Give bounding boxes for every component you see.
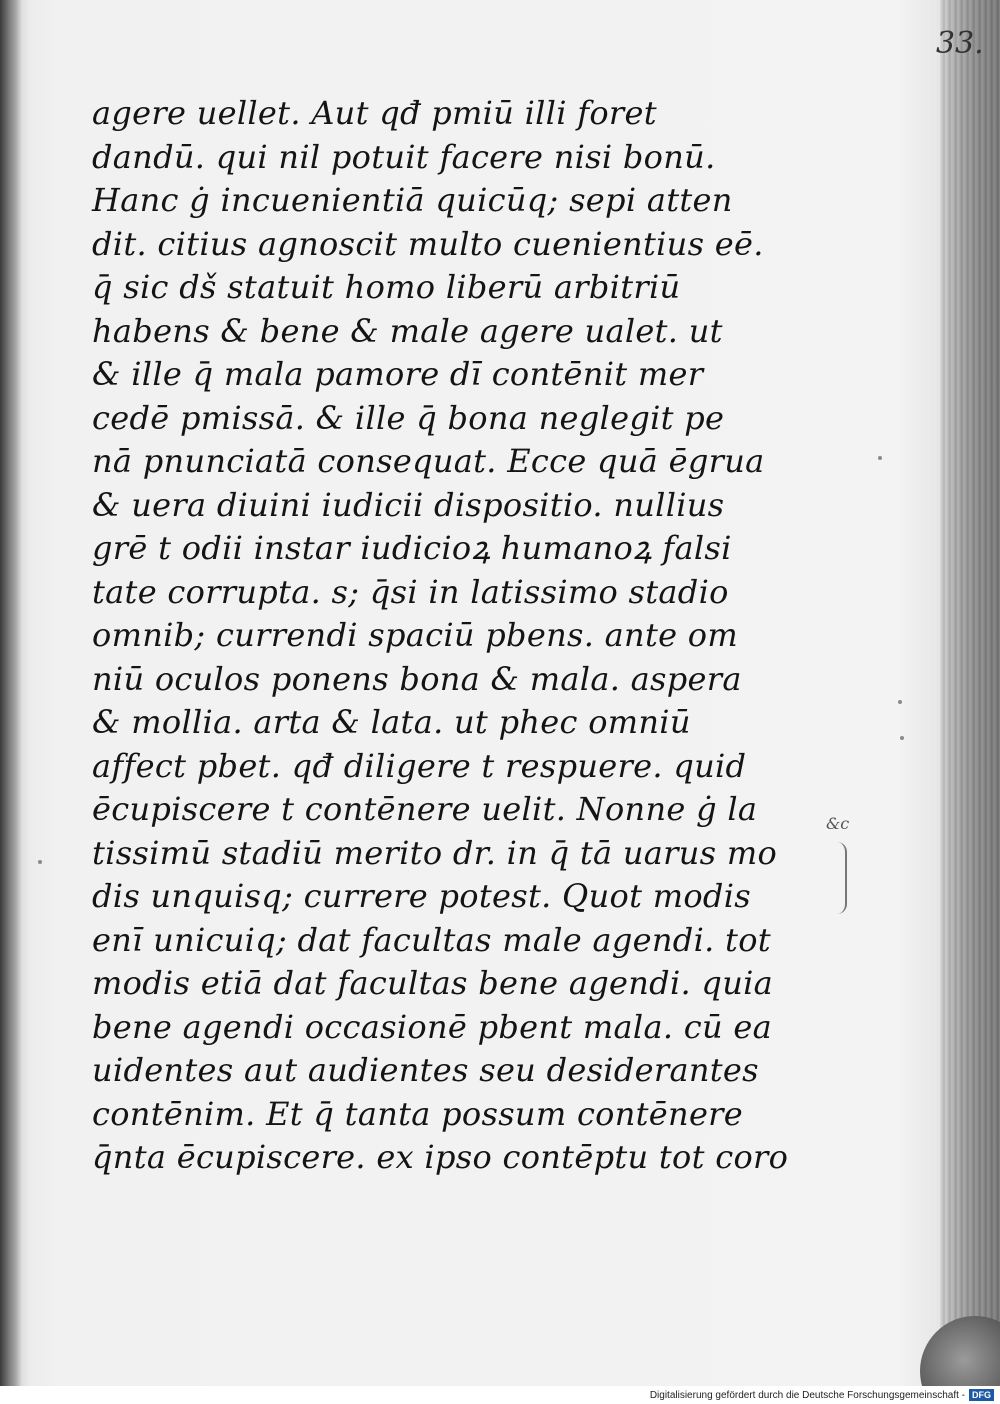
margin-dot xyxy=(38,860,42,864)
manuscript-line: & ille q̄ mala pamore dī contēnit mer xyxy=(92,355,704,393)
manuscript-line: tate corrupta. s; q̄si in latissimo stadio xyxy=(92,572,729,611)
manuscript-line: uidentes aut audientes seu desiderantes xyxy=(92,1051,759,1089)
manuscript-line: cedē pmissā. & ille q̄ bona neglegit pe xyxy=(92,398,725,437)
manuscript-text xyxy=(92,92,812,1180)
manuscript-line: enī unicuiq; dat facultas male agendi. tot xyxy=(92,920,771,959)
manuscript-line: omnib; currendi spaciū pbens. ante om xyxy=(92,616,739,654)
footer-credit: Digitalisierung gefördert durch die Deutsche Forschungsgemeinschaft - xyxy=(649,1389,965,1401)
manuscript-line: dit. citius agnoscit multo cuenientius eē. xyxy=(92,224,764,263)
manuscript-line: dis unquisq; currere potest. Quot modis xyxy=(92,877,751,915)
manuscript-line: niū oculos ponens bona & mala. aspera xyxy=(92,659,742,698)
manuscript-line: affect pbet. qđ diligere t respuere. quid xyxy=(92,746,747,785)
binding-shadow xyxy=(0,0,22,1386)
manuscript-line: grē t odii instar iudicioꝝ humanoꝝ falsi xyxy=(92,529,732,567)
manuscript-line: modis etiā dat facultas bene agendi. quia xyxy=(92,964,774,1002)
manuscript-line: dandū. qui nil potuit facere nisi bonū. xyxy=(92,137,716,176)
manuscript-line: & mollia. arta & lata. ut phec omniū xyxy=(92,703,691,741)
margin-dot xyxy=(900,736,904,740)
margin-brace xyxy=(835,842,847,914)
manuscript-line: contēnim. Et q̄ tanta possum contēnere xyxy=(92,1094,744,1133)
manuscript-line: habens & bene & male agere ualet. ut xyxy=(92,311,723,350)
margin-dot xyxy=(878,456,882,460)
manuscript-line: bene agendi occasionē pbent mala. cū ea xyxy=(92,1007,773,1046)
manuscript-line: agere uellet. Aut qđ pmiū illi foret xyxy=(92,94,657,132)
manuscript-line: ēcupiscere t contēnere uelit. Nonne ġ la xyxy=(92,790,758,828)
margin-note: &c xyxy=(826,814,850,833)
page-edge xyxy=(940,0,1000,1386)
manuscript-line: Hanc ġ incuenientiā quicūq; sepi atten xyxy=(92,181,733,219)
folio-number: 33. xyxy=(936,26,984,61)
thumb-shadow xyxy=(920,1316,1000,1386)
manuscript-line: nā pnunciatā consequat. Ecce quā ēgrua xyxy=(92,442,765,480)
footer-bar xyxy=(0,1386,1000,1404)
manuscript-line: & uera diuini iudicii dispositio. nullius xyxy=(92,485,725,524)
dfg-logo: DFG xyxy=(969,1389,994,1401)
manuscript-line: q̄nta ēcupiscere. ex ipso contēptu tot coro xyxy=(92,1138,789,1176)
manuscript-line: q̄ sic dš statuit homo liberū arbitriū xyxy=(92,268,681,306)
margin-dot xyxy=(898,700,902,704)
manuscript-line: tissimū stadiū merito dr. in q̄ tā uarus mo xyxy=(92,833,778,872)
